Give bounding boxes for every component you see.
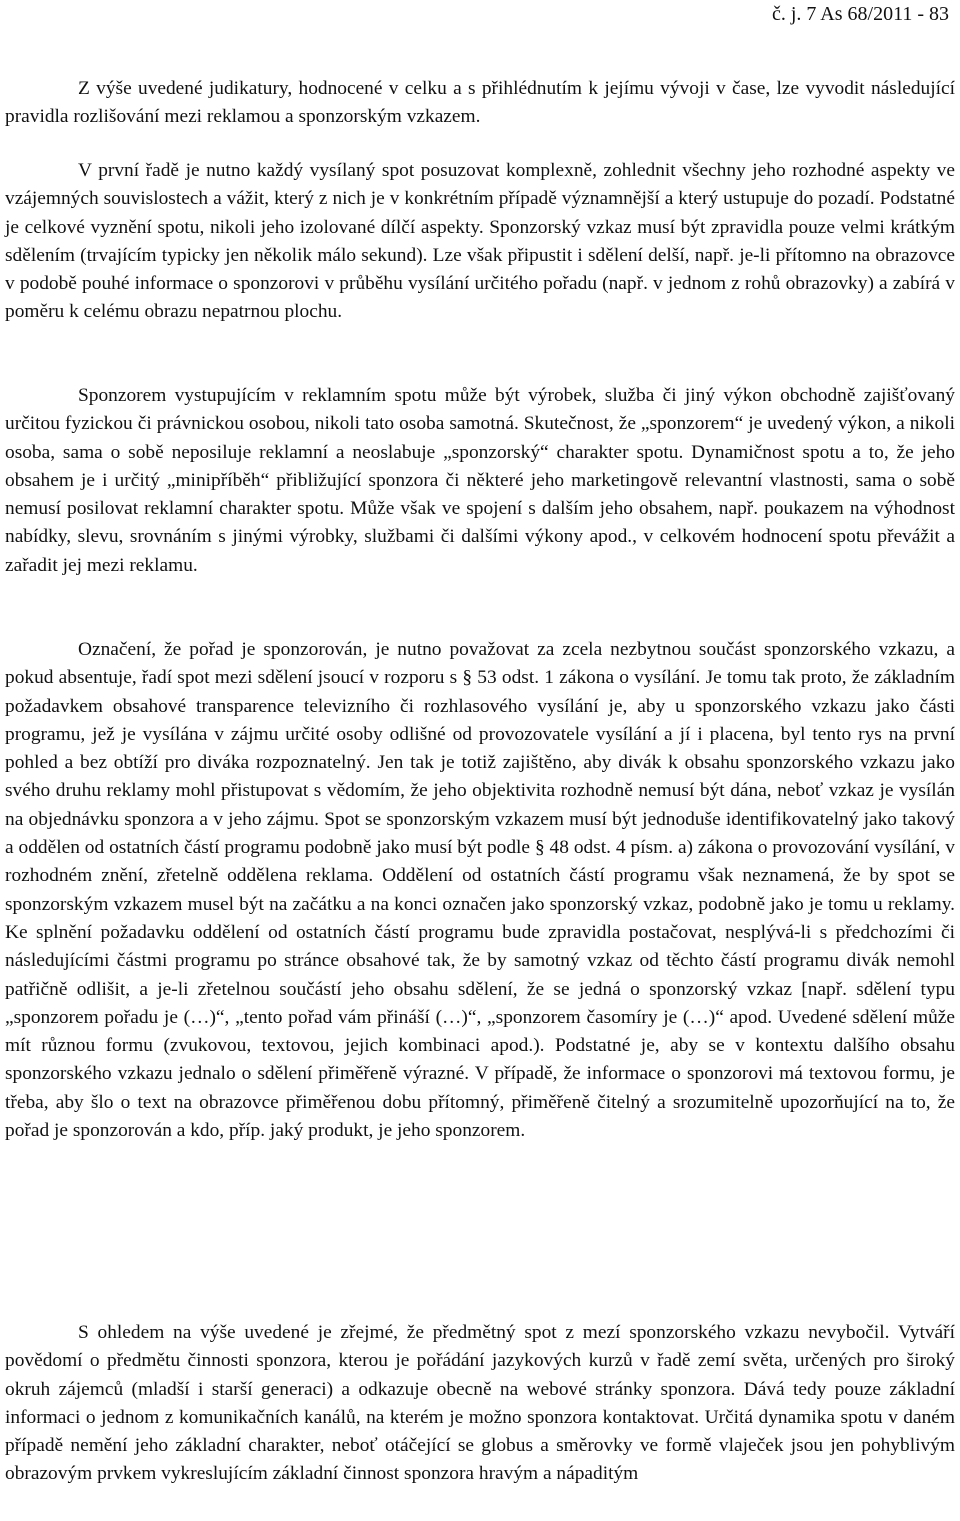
paragraph-sponsor-identity: Sponzorem vystupujícím v reklamním spotu může být výrobek, služba či jiný výkon obchodně zajišťovaný určitou fyzickou či právnickou osobou, nikoli tato osoba samotná. Skutečnost, že „sponzorem“ je uvedený výkon, a nikoli osoba, sama o sobě neposiluje reklamní a neoslabuje „sponzorský“ charakter spotu. Dynamičnost spotu a to, že jeho obsahem je i určitý „minipříběh“ přibližující sponzora či některé jeho marketingově relevantní vlastnosti, sama o sobě nemusí posilovat reklamní charakter spotu. Může však ve spojení s dalším jeho obsahem, např. poukazem na výhodnost nabídky, slevu, srovnáním s jinými výrobky, službami či dalšími výkony apod., v celkovém hodnocení spotu převážit a zařadit jej mezi reklamu.: [5, 385, 955, 576]
paragraph-comprehensive-assessment: V první řadě je nutno každý vysílaný spot posuzovat komplexně, zohlednit všechny jeho rozhodné aspekty ve vzájemných souvislostech a vážit, který z nich je v konkrétním případě významnější a který ustupuje do pozadí. Podstatné je celkové vyznění spotu, nikoli jeho izolované dílčí aspekty. Sponzorský vzkaz musí být zpravidla pouze velmi krátkým sdělením (trvajícím typicky jen několik málo sekund). Lze však připustit i sdělení delší, např. je-li přítomno na obrazovce v podobě pouhé informace o sponzorovi v průběhu vysílání určitého pořadu (např. v jednom z rohů obrazovky) a zabírá v poměru k celému obrazu nepatrnou plochu.: [5, 160, 955, 323]
paragraph-conclusion: S ohledem na výše uvedené je zřejmé, že předmětný spot z mezí sponzorského vzkazu nevybočil. Vytváří povědomí o předmětu činnosti sponzora, kterou je pořádání jazykových kurzů v řadě zemí světa, určených pro široký okruh zájemců (mladší i starší generaci) a odkazuje obecně na webové stránky sponzora. Dává tedy pouze základní informaci o jednom z komunikačních kanálů, na kterém je možno sponzora kontaktovat. Určitá dynamika spotu v daném případě nemění jeho základní charakter, neboť otáčející se globus a směrovky ve formě vlaječek jsou jen pohyblivým obrazovým prvkem vykreslujícím základní činnost sponzora hravým a nápaditým: [5, 1322, 955, 1485]
paragraph-intro: Z výše uvedené judikatury, hodnocené v celku a s přihlédnutím k jejímu vývoji v čase, lze vyvodit následující pravidla rozlišování mezi reklamou a sponzorským vzkazem.: [5, 78, 955, 128]
case-number-header: č. j. 7 As 68/2011 - 83: [771, 3, 949, 25]
paragraph-sponsorship-labeling: Označení, že pořad je sponzorován, je nutno považovat za zcela nezbytnou součást sponzorského vzkazu, a pokud absentuje, řadí spot mezi sdělení jsoucí v rozporu s § 53 odst. 1 zákona o vysílání. Je tomu tak proto, že základním požadavkem obsahové transparence televizního či rozhlasového vysílání je, aby u sponzorského vzkazu jako části programu, jež je vysílána v zájmu určité osoby odlišné od provozovatele vysílání a jí i placena, byl tento rys na první pohled a bez obtíží pro diváka rozpoznatelný. Jen tak je totiž zajištěno, aby divák k obsahu sponzorského vzkazu jako svého druhu reklamy mohl přistupovat s vědomím, že jeho objektivita rozhodně nemusí být dána, neboť vzkaz je vysílán na objednávku sponzora a v jeho zájmu. Spot se sponzorským vzkazem musí být jednoduše identifikovatelný jako takový a oddělen od ostatních částí programu podobně jako musí být podle § 48 odst. 4 písm. a) zákona o provozování vysílání, v rozhodném znění, zřetelně oddělena reklama. Oddělení od ostatních částí programu však neznamená, že by spot se sponzorským vzkazem musel být na začátku a na konci označen jako sponzorský vzkaz, podobně jako je tomu u reklamy. Ke splnění požadavku oddělení od ostatních částí programu bude zpravidla postačovat, nesplývá-li s předchozími či následujícími částmi programu po stránce obsahové tak, že by samotný vzkaz od těchto částí programu divák nemohl patřičně odlišit, a je-li zřetelnou součástí jeho obsahu sdělení, že se jedná o sponzorský vzkaz [např. sdělení typu „sponzorem pořadu je (…)“, „tento pořad vám přináší (…)“, „sponzorem časomíry je (…)“ apod. Uvedené sdělení může mít různou formu (zvukovou, textovou, jejich kombinaci apod.). Podstatné je, aby se v kontextu dalšího obsahu sponzorského vzkazu jednalo o sdělení přiměřeně výrazné. V případě, že informace o sponzorovi má textovou formu, je třeba, aby šlo o text na obrazovce přiměřenou dobu přítomný, přiměřeně čitelný a srozumitelně upozorňující na to, že pořad je sponzorován a kdo, příp. jaký produkt, je jeho sponzorem.: [5, 639, 955, 1142]
